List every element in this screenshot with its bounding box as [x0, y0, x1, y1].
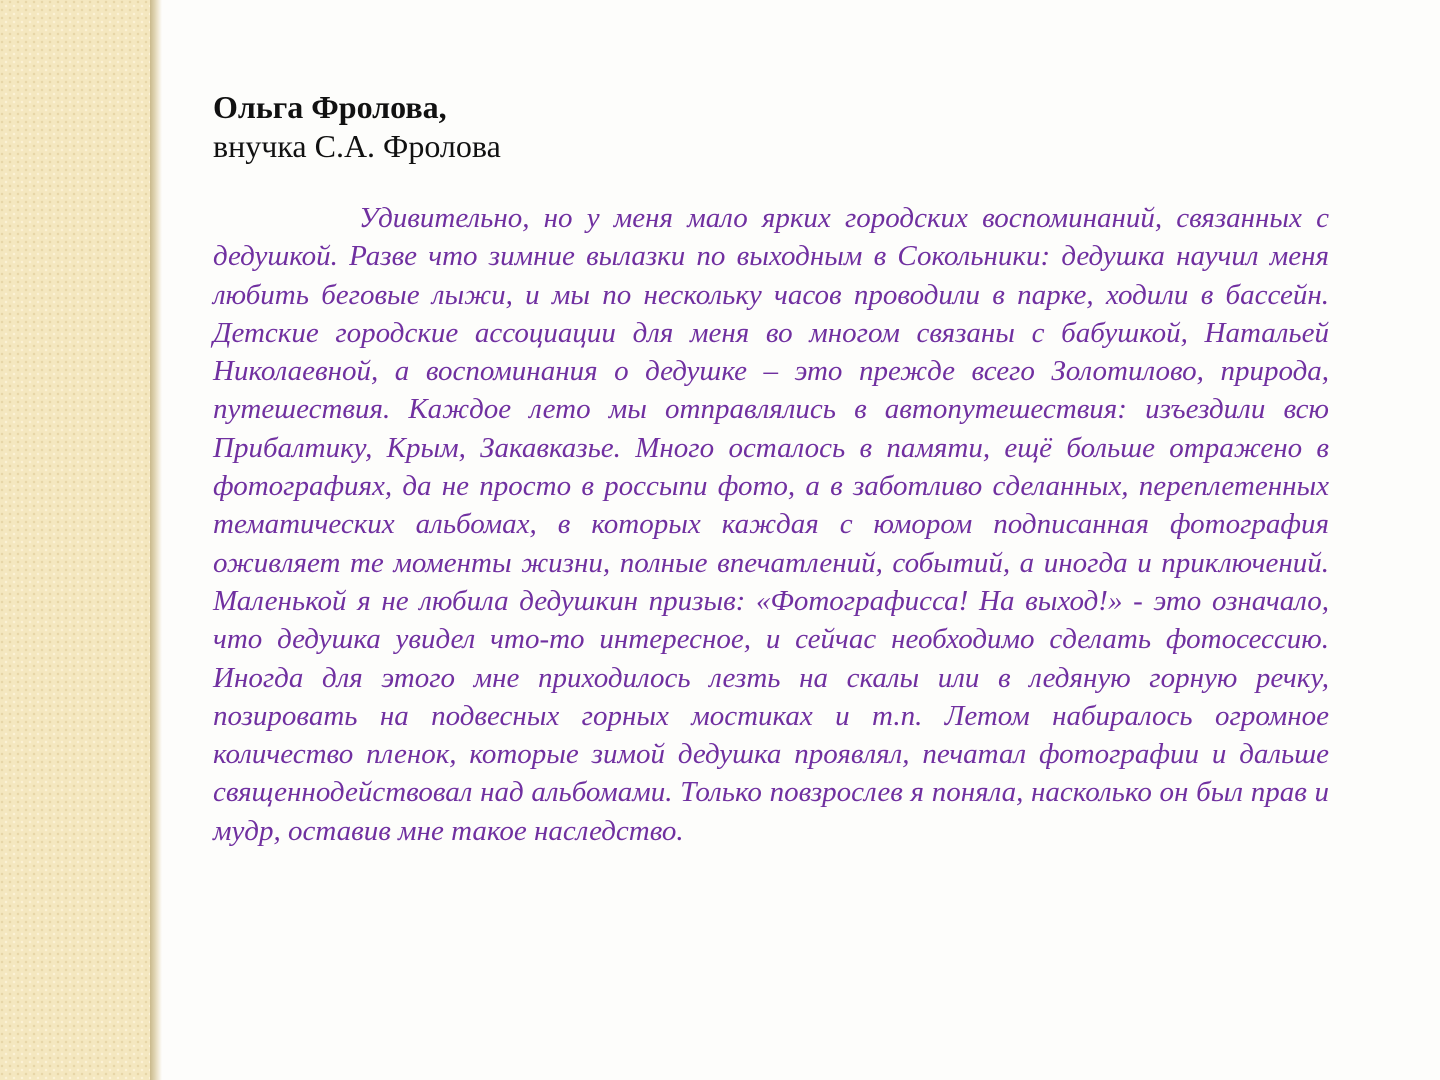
decorative-side-band [0, 0, 150, 1080]
memoir-paragraph: Удивительно, но у меня мало ярких городских воспоминаний, связанных с дедушкой. Разве что зимние вылазки по выходным в Сокольники: дедушка научил меня любить беговые лыжи, и мы по нескольку часов проводили в парке, ходили в бассейн. Детские городские ассоциации для меня во многом связаны с бабушкой, Натальей Николаевной, а воспоминания о дедушке – это прежде всего Золотилово, природа, путешествия. Каждое лето мы отправлялись в автопутешествия: изъездили всю Прибалтику, Крым, Закавказье. Много осталось в памяти, ещё больше отражено в фотографиях, да не просто в россыпи фото, а в заботливо сделанных, переплетенных тематических альбомах, в которых каждая с юмором подписанная фотография оживляет те моменты жизни, полные впечатлений, событий, а иногда и приключений. Маленькой я не любила дедушкин призыв: «Фотографисса! На выход!» - это означало, что дедушка увидел что-то интересное, и сейчас необходимо сделать фотосессию. Иногда для этого мне приходилось лезть на скалы или в ледяную горную речку, позировать на подвесных горных мостиках и т.п. Летом набиралось огромное количество пленок, которые зимой дедушка проявлял, печатал фотографии и дальше священнодействовал над альбомами. Только повзрослев я поняла, насколько он был прав и мудр, оставив мне такое наследство. [213, 202, 1329, 847]
side-band-shadow [150, 0, 162, 1080]
slide-content [213, 88, 1329, 850]
author-relation: внучка С.А. Фролова [213, 128, 501, 164]
author-name: Ольга Фролова, [213, 89, 447, 125]
